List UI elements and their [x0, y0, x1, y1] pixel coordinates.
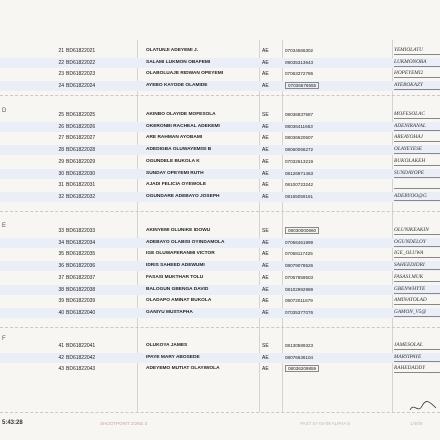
reg-number: BD61822040 [66, 309, 96, 316]
phone-number: 08079078526 [285, 263, 314, 269]
phone-number [285, 364, 357, 374]
table-row [0, 157, 440, 167]
full-name: FASASI MUKTHAR TOLU [146, 274, 204, 280]
table-row [0, 273, 440, 283]
serial-number: 37 [58, 274, 64, 281]
table-row [0, 169, 440, 179]
table-row [0, 285, 440, 295]
phone-number: 07032613219 [285, 158, 314, 164]
category-code: AE [262, 286, 269, 293]
footer-mid-text: PAST 07-04-09 ALPHA 5 [300, 421, 350, 426]
reg-number: BD61822041 [66, 343, 96, 349]
full-name: ADEYEMO MUTIAT OLAYIWOLA [146, 366, 220, 372]
signature: ADENIRANAL [394, 122, 440, 131]
table-row [0, 364, 440, 374]
signature: AYEBOKAZY [394, 81, 440, 90]
table-row [0, 122, 440, 132]
reg-number: BD61822043 [66, 366, 96, 373]
phone-number [285, 81, 357, 91]
signature: SUNDAYOPE [394, 169, 440, 178]
serial-number: 30 [58, 170, 64, 177]
phone-number: 08036411663 [285, 123, 313, 129]
full-name: OKERONBI RACHEAL ADEKEMI [146, 123, 220, 129]
serial-number: 34 [58, 239, 64, 246]
serial-number: 28 [58, 147, 64, 154]
category-code: AE [262, 147, 269, 154]
full-name: AJADI FELICIA OYEWOLE [146, 182, 207, 188]
serial-number: 32 [58, 193, 64, 200]
reg-number: BD61822038 [66, 286, 96, 293]
table-row [0, 308, 440, 318]
print-time: 5:43:28 [2, 420, 23, 426]
full-name: ADEDIGBA OLUWAYEMISI B [146, 147, 212, 153]
signature: ADEBYOO@G [394, 192, 440, 201]
category-code: SE [262, 343, 269, 349]
phone-number: 08102992989 [285, 286, 314, 292]
phone-number: 08130589323 [285, 343, 314, 348]
category-code: AE [262, 48, 269, 54]
serial-number: 24 [58, 83, 64, 90]
category-code: AE [262, 123, 269, 130]
phone-number-boxed: 08036209859 [285, 365, 319, 372]
category-code: AE [262, 354, 269, 361]
phone-number: 09035313643 [285, 59, 314, 65]
reg-number: BD61822024 [66, 83, 96, 90]
table-row [0, 58, 440, 68]
signature: LUKMONOBA [394, 58, 440, 67]
category-code: AE [262, 83, 269, 90]
table-row [0, 353, 440, 363]
table-row [0, 180, 440, 190]
serial-number: 38 [58, 286, 64, 293]
serial-number: 21 [58, 48, 64, 54]
reg-number: BD61822030 [66, 170, 96, 177]
table-row [0, 133, 440, 143]
category-code: AE [262, 274, 269, 281]
reg-number: BD61822039 [66, 298, 96, 305]
category-code: AE [262, 193, 269, 200]
reg-number: BD61822025 [66, 112, 96, 118]
signature: GAMON_V5@ [394, 308, 440, 317]
serial-number: 27 [58, 135, 64, 142]
category-code: AE [262, 366, 269, 373]
reg-number: BD61822034 [66, 239, 96, 246]
full-name: OLABOLUAJE RIDWAN OPEYEMI [146, 71, 224, 77]
reg-number: BD61822035 [66, 251, 96, 258]
table-row [0, 110, 440, 120]
phone-number: 08076636104 [285, 354, 314, 360]
section-label: E [2, 223, 7, 229]
serial-number: 43 [58, 366, 64, 373]
signature: RAHEDADDY [394, 364, 440, 373]
category-code: AE [262, 263, 269, 270]
serial-number: 40 [58, 309, 64, 316]
full-name: AKINYEMI OLUNIKE IDOWU [146, 228, 211, 233]
category-code: AE [262, 135, 269, 142]
category-code: AE [262, 251, 269, 258]
full-name: ADEBAYO OLABISI OYINDAMOLA [146, 239, 225, 245]
signature: HOPEYEMI2 [394, 69, 440, 78]
full-name: AKINBO OLAYIDE MOFESOLA [146, 112, 216, 117]
reg-number: BD61822021 [66, 48, 96, 54]
phone-number: 08072011679 [285, 298, 313, 304]
signature: YEMIOLATU [394, 46, 440, 55]
reg-number: BD61822037 [66, 274, 96, 281]
full-name: IPAYE MARY ABOSEDE [146, 354, 200, 360]
serial-number: 41 [58, 343, 64, 349]
phone-number: 07067859503 [285, 274, 314, 280]
full-name: OLADAPO AMINAT BUKOLA [146, 298, 212, 304]
phone-number: 07063372786 [285, 71, 314, 77]
reg-number: BD61822033 [66, 228, 96, 234]
reg-number: BD61822031 [66, 182, 96, 189]
reg-number: BD61822036 [66, 263, 96, 270]
reg-number: BD61822032 [66, 193, 96, 200]
reg-number: BD61822028 [66, 147, 96, 154]
table-row [0, 81, 440, 91]
phone-number: 08060068272 [285, 147, 314, 153]
reg-number: BD61822027 [66, 135, 96, 142]
signature: AREAYOHAJ [394, 133, 440, 142]
reg-number: BD61822023 [66, 71, 96, 78]
full-name: OLUKOYA JAMES [146, 343, 188, 348]
signature-scribble-icon [408, 400, 438, 414]
full-name: SUNDAY OPEYEMI RUTH [146, 170, 204, 176]
serial-number: 36 [58, 263, 64, 270]
phone-number: 08100723242 [285, 182, 314, 188]
full-name: BALOGUN GBENGA DAVID [146, 286, 209, 292]
category-code: AE [262, 59, 269, 66]
table-row [0, 249, 440, 259]
table-row [0, 192, 440, 202]
signature: OLUNIKEAKIN [394, 226, 440, 235]
serial-number: 42 [58, 354, 64, 361]
full-name: GANIYU MUSTAPHA [146, 309, 193, 315]
full-name: SALAMI LUKMON OBAFEMI [146, 59, 211, 65]
section-divider [0, 412, 440, 413]
reg-number: BD61822042 [66, 354, 96, 361]
phone-number: 07056461999 [285, 239, 314, 245]
category-code: SE [262, 112, 269, 118]
reg-number: BD61822029 [66, 158, 96, 165]
category-code: SE [262, 228, 269, 234]
serial-number: 35 [58, 251, 64, 258]
reg-number: BD61822026 [66, 123, 96, 130]
serial-number: 33 [58, 228, 64, 234]
table-row [0, 296, 440, 306]
table-row [0, 46, 440, 56]
phone-number-boxed: 08030000660 [285, 227, 319, 234]
signature: JAMESOLAL [394, 341, 440, 350]
serial-number: 31 [58, 182, 64, 189]
signature: SAHEEDIDRI [394, 261, 440, 270]
full-name: ARE RAHMAN AYOBAMI [146, 135, 203, 141]
category-code: AE [262, 170, 269, 177]
category-code: AE [262, 309, 269, 316]
footer-right-text: 1/4/09 [410, 421, 423, 426]
full-name: OGUNDELE BUKOLA K [146, 158, 200, 164]
phone-number-boxed: 07036676655 [285, 82, 319, 89]
section-divider [0, 95, 440, 96]
full-name: OGUNDARE ADEBAYO JOSEPH [146, 193, 220, 199]
serial-number: 29 [58, 158, 64, 165]
signature: GBENWHYTE [394, 285, 440, 294]
table-row [0, 69, 440, 79]
signature: OLAYEYESE [394, 145, 440, 154]
full-name: OLATUNJI ADEYEMI J. [146, 48, 198, 53]
phone-number: 08165059161 [285, 193, 314, 199]
signature: MOFESOLAC [394, 110, 440, 119]
full-name: AYEBO KAYODE OLAMIDE [146, 83, 208, 89]
category-code: AE [262, 158, 269, 165]
serial-number: 26 [58, 123, 64, 130]
footer-left-text: SHOOTPOINT ZONE 2 [100, 421, 148, 426]
section-divider [0, 327, 440, 328]
category-code: AE [262, 71, 269, 78]
table-row [0, 238, 440, 248]
reg-number: BD61822022 [66, 59, 96, 66]
phone-number: 07034566302 [285, 48, 314, 53]
serial-number: 25 [58, 112, 64, 118]
signature: BUKOLAKEH [394, 157, 440, 166]
phone-number [285, 226, 357, 236]
signature: OGUNDELOY [394, 238, 440, 247]
table-row [0, 261, 440, 271]
table-row [0, 145, 440, 155]
signature: MARYIPAYE [394, 353, 440, 362]
signature: IGE_OLUWA [394, 249, 440, 258]
full-name: IDRIS SAHEED ADEWUMI [146, 263, 205, 269]
signature: AMINATOLAD [394, 296, 440, 305]
signature [394, 180, 440, 189]
full-name: IGE OLUWAFERANMI VICTOR [146, 251, 215, 257]
serial-number: 39 [58, 298, 64, 305]
table-row [0, 226, 440, 236]
phone-number: 07035377076 [285, 309, 314, 315]
category-code: AE [262, 182, 269, 189]
phone-number: 07068117425 [285, 251, 313, 257]
serial-number: 22 [58, 59, 64, 66]
section-label: F [2, 336, 6, 342]
section-label: D [2, 108, 7, 114]
table-row [0, 341, 440, 351]
category-code: AE [262, 298, 269, 305]
phone-number: 08036620607 [285, 135, 314, 141]
section-divider [0, 211, 440, 212]
category-code: AE [262, 239, 269, 246]
phone-number: 08126971463 [285, 170, 314, 176]
phone-number: 08036837587 [285, 112, 314, 117]
serial-number: 23 [58, 71, 64, 78]
signature: FASASI.MUK [394, 273, 440, 282]
